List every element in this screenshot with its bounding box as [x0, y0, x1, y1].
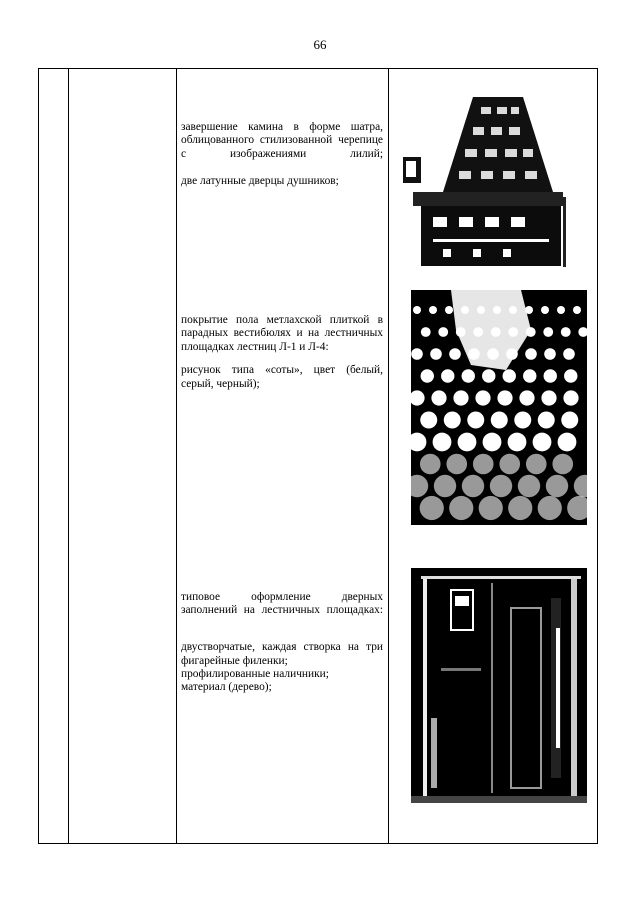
row-2-paragraph-1: покрытие пола метлахской плиткой в парадных вестибюлях и на лестничных площадках лестниц Л-1 и Л-4:: [181, 314, 383, 353]
row-3-paragraph-1: типовое оформление дверных заполнений на лестничных площадках:: [181, 591, 383, 617]
row-2-paragraph-2: рисунок типа «соты», цвет (белый, серый, черный);: [181, 364, 383, 390]
row-3-paragraph-4: материал (дерево);: [181, 681, 272, 694]
door-photo: [411, 568, 587, 803]
table-frame: [38, 68, 598, 844]
column-divider: [176, 69, 177, 843]
fireplace-photo: [403, 97, 579, 273]
tiled-floor-photo: [411, 290, 587, 525]
row-2-description: [181, 314, 383, 391]
row-3-paragraph-3: профилированные наличники;: [181, 668, 329, 681]
row-1-paragraph-2: две латунные дверцы душников;: [181, 174, 339, 187]
column-divider: [68, 69, 69, 843]
row-3-paragraph-2: двустворчатые, каждая створка на три фигарейные филенки;: [181, 641, 383, 667]
page-number: 66: [313, 37, 327, 52]
column-divider: [388, 69, 389, 843]
row-1-description: [181, 121, 383, 188]
row-3-description: [181, 591, 383, 695]
row-1-paragraph-1: завершение камина в форме шатра, облицованного стилизованной черепице с изображениями лилий;: [181, 121, 383, 160]
